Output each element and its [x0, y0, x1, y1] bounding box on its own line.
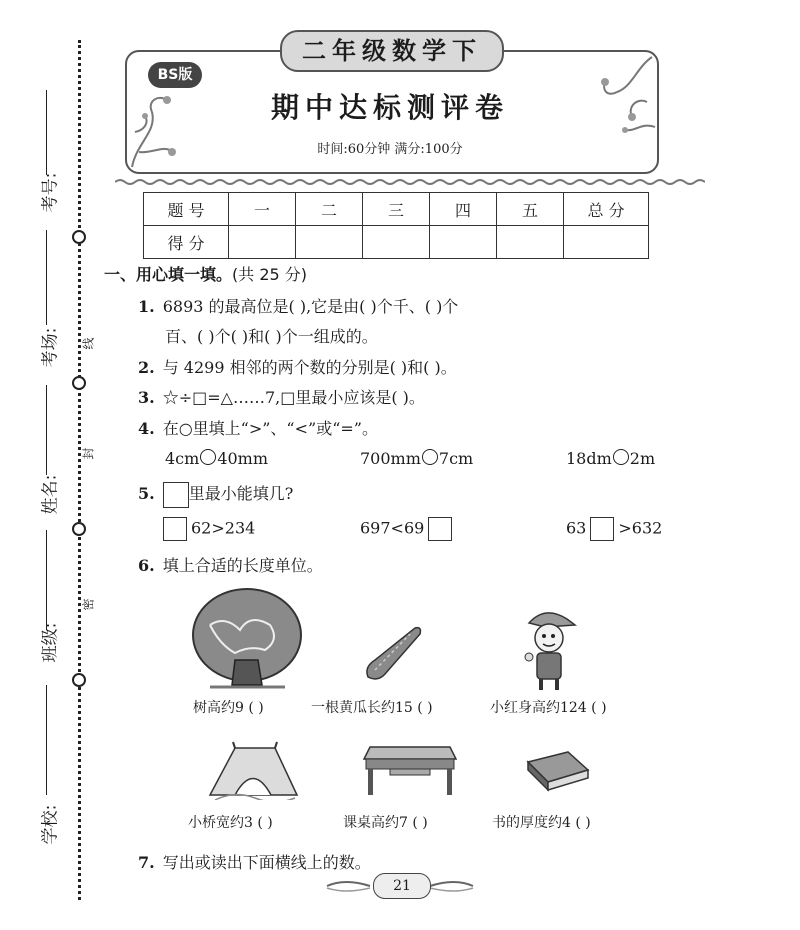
score-input-cell[interactable] — [363, 226, 430, 259]
exam-number-label: 考号: — [40, 172, 61, 213]
compare-circle-icon[interactable] — [422, 449, 438, 465]
binding-ring — [72, 376, 86, 390]
edition-badge: BS版 — [148, 62, 202, 88]
fill-box-text: 62>234 — [191, 518, 256, 538]
question-number: 3. — [138, 388, 155, 407]
score-row-label: 得 分 — [144, 226, 229, 259]
question-6 — [138, 553, 323, 576]
score-input-cell[interactable] — [229, 226, 296, 259]
score-header-cell: 二 — [296, 193, 363, 226]
compare-circle-icon[interactable] — [200, 449, 216, 465]
compare-item — [165, 449, 268, 468]
school-label: 学校: — [40, 804, 61, 845]
score-header-cell: 总 分 — [564, 193, 649, 226]
measure-caption: 树高约9 ( ) — [193, 700, 264, 716]
section-points: (共 25 分) — [232, 265, 308, 284]
question-3 — [138, 385, 425, 408]
measure-caption: 书的厚度约4 ( ) — [492, 815, 591, 831]
score-input-cell[interactable] — [564, 226, 649, 259]
fill-box-text: 63 — [566, 518, 587, 538]
score-header-cell: 四 — [430, 193, 497, 226]
measure-caption: 小红身高约124 ( ) — [490, 700, 607, 716]
answer-box[interactable] — [590, 517, 614, 541]
name-label: 姓名: — [40, 474, 61, 515]
question-text: 与 4299 相邻的两个数的分别是( )和( )。 — [162, 358, 457, 377]
compare-left: 4cm — [165, 449, 200, 468]
compare-right: 7cm — [438, 449, 474, 468]
question-1 — [138, 294, 458, 317]
question-number: 7. — [138, 853, 155, 872]
score-table — [143, 192, 649, 259]
fill-box-item — [566, 517, 662, 541]
compare-circle-icon[interactable] — [613, 449, 629, 465]
class-line — [46, 530, 47, 630]
question-text: ☆÷□=△……7,□里最小应该是( )。 — [162, 388, 425, 407]
compare-left: 700mm — [360, 449, 421, 468]
question-1-continued — [165, 324, 378, 347]
question-number: 2. — [138, 358, 155, 377]
child-illustration — [515, 605, 580, 693]
section-heading — [104, 262, 307, 285]
bridge-illustration — [205, 740, 300, 800]
answer-box[interactable] — [428, 517, 452, 541]
fill-box-text: 697<69 — [360, 518, 425, 538]
exam-meta: 时间:60分钟 满分:100分 — [317, 142, 463, 157]
question-number: 1. — [138, 297, 155, 316]
exam-room-label: 考场: — [40, 327, 61, 368]
question-text: 6893 的最高位是( ),它是由( )个千、( )个 — [162, 297, 459, 316]
fill-box-text: >632 — [618, 518, 663, 538]
exam-room-line — [46, 230, 47, 325]
binding-dotted-line — [78, 40, 81, 900]
compare-left: 18dm — [566, 449, 612, 468]
measure-caption: 一根黄瓜长约15 ( ) — [311, 700, 433, 716]
score-header-label: 题 号 — [144, 193, 229, 226]
compare-right: 40mm — [217, 449, 269, 468]
score-input-cell[interactable] — [296, 226, 363, 259]
exam-number-line — [46, 90, 47, 175]
compare-item — [566, 449, 655, 468]
binding-ring — [72, 673, 86, 687]
school-line — [46, 685, 47, 795]
book-illustration — [522, 742, 592, 792]
wave-divider — [115, 178, 705, 186]
page-number: 21 — [373, 873, 431, 899]
question-2 — [138, 355, 457, 378]
cucumber-illustration — [360, 622, 425, 682]
question-text: 里最小能填几? — [188, 484, 294, 503]
binding-ring — [72, 522, 86, 536]
question-5 — [138, 481, 293, 508]
tree-illustration — [190, 585, 305, 693]
section-title: 一、用心填一填。 — [104, 265, 233, 284]
series-banner: 二年级数学下 — [280, 30, 504, 72]
question-7 — [138, 850, 371, 873]
score-header-cell: 一 — [229, 193, 296, 226]
score-header-cell: 三 — [363, 193, 430, 226]
score-input-cell[interactable] — [430, 226, 497, 259]
fill-box-item — [360, 517, 456, 541]
question-text: 百、( )个( )和( )个一组成的。 — [165, 327, 378, 346]
fill-box-item — [163, 517, 255, 541]
name-line — [46, 385, 47, 475]
answer-box[interactable] — [163, 517, 187, 541]
compare-right: 2m — [629, 449, 656, 468]
question-text: 填上合适的长度单位。 — [162, 556, 323, 575]
question-number: 4. — [138, 419, 155, 438]
score-header-cell: 五 — [497, 193, 564, 226]
desk-illustration — [360, 735, 460, 797]
answer-box-icon — [163, 482, 189, 508]
measure-caption: 小桥宽约3 ( ) — [188, 815, 273, 831]
question-text: 在○里填上“>”、“<”或“=”。 — [162, 419, 378, 438]
question-number: 6. — [138, 556, 155, 575]
question-4 — [138, 416, 378, 439]
question-number: 5. — [138, 484, 155, 503]
cut-word-line: 线 — [81, 337, 96, 350]
cut-word-secret: 密 — [81, 598, 96, 611]
binding-ring — [72, 230, 86, 244]
class-label: 班级: — [40, 622, 61, 663]
compare-item — [360, 449, 473, 468]
measure-caption: 课桌高约7 ( ) — [343, 815, 428, 831]
score-input-cell[interactable] — [497, 226, 564, 259]
cut-word-seal: 封 — [81, 447, 96, 460]
page-title: 期中达标测评卷 — [270, 91, 509, 124]
question-text: 写出或读出下面横线上的数。 — [162, 853, 371, 872]
